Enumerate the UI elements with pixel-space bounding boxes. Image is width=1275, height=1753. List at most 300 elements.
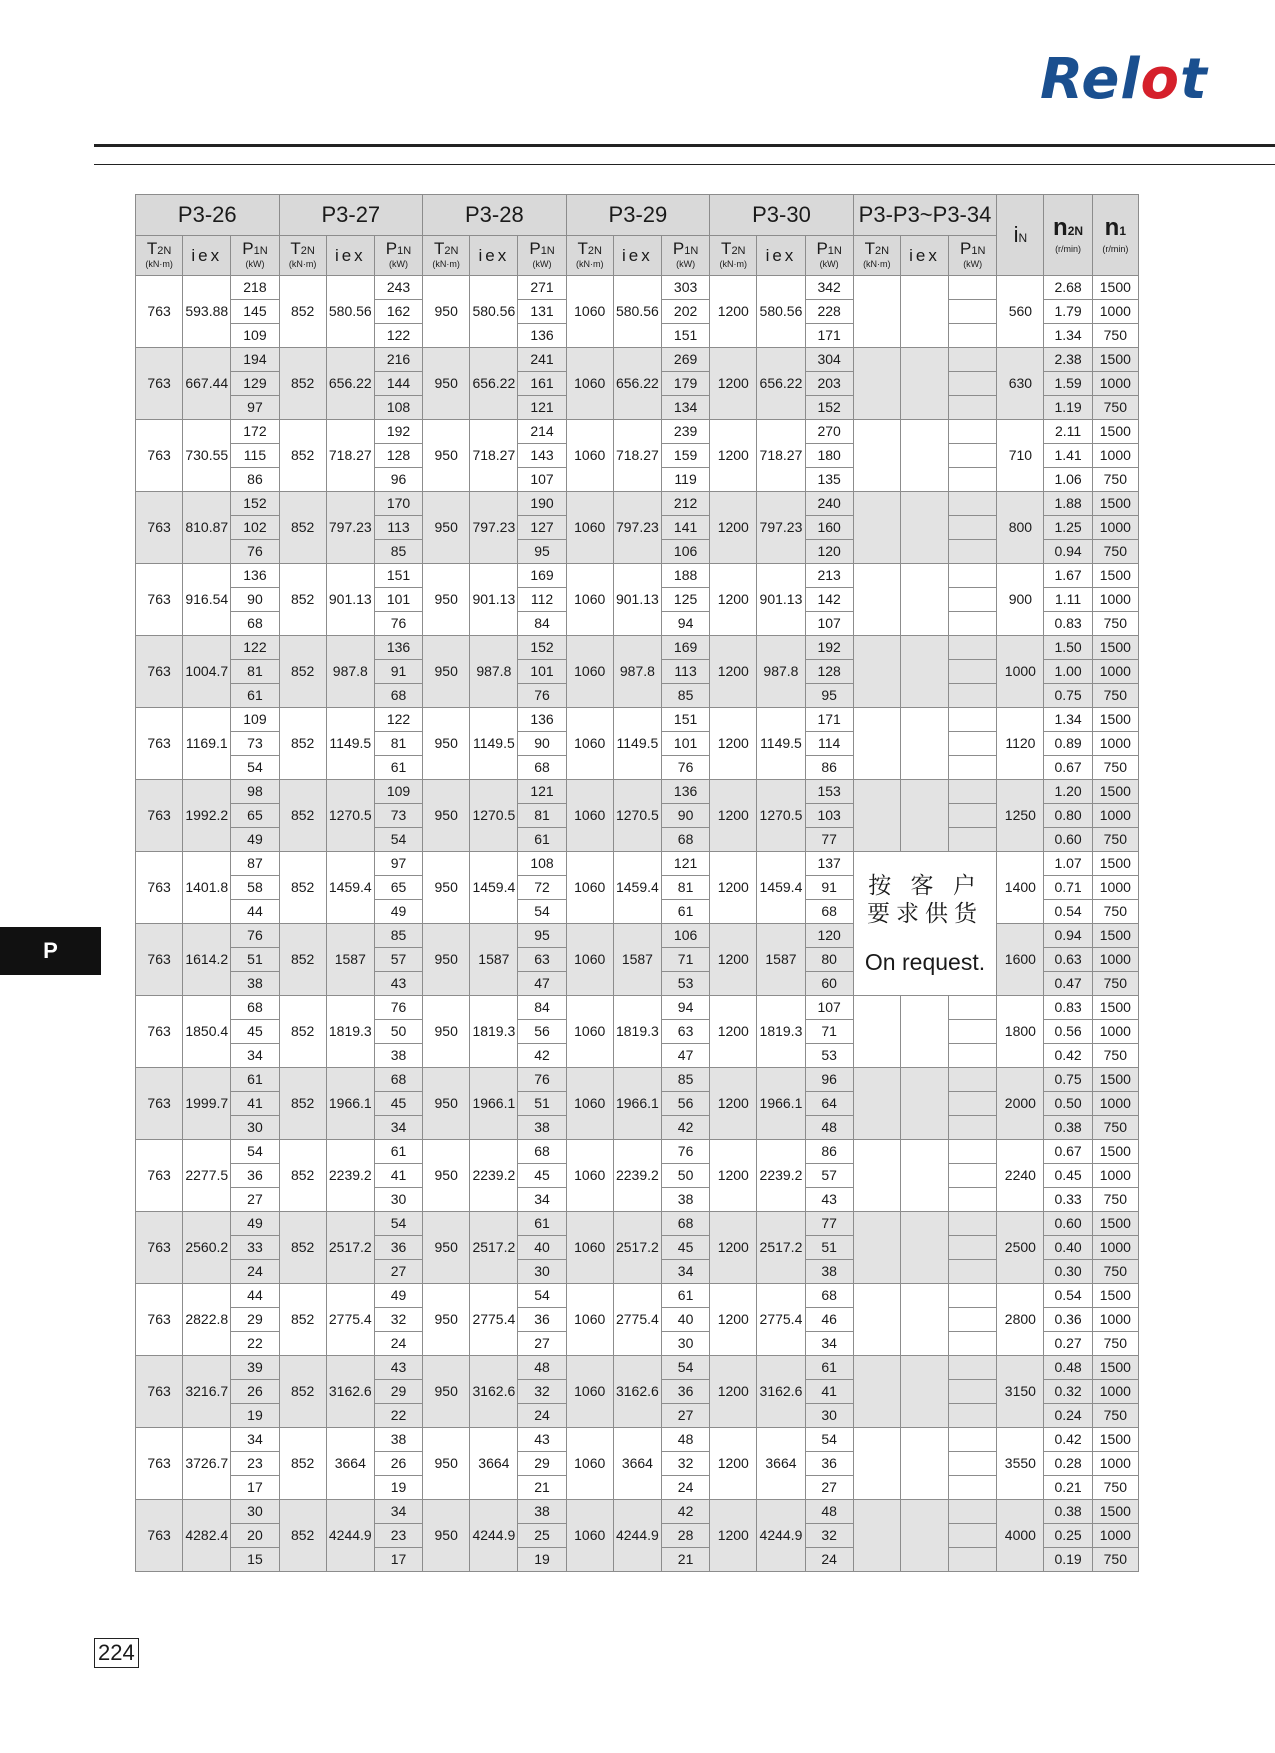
torque-cell: 1200 — [710, 1428, 757, 1500]
nominal-ratio-cell: 1250 — [997, 780, 1044, 852]
torque-cell: 1200 — [710, 420, 757, 492]
power-cell: 23 — [231, 1452, 279, 1476]
power-cell: 143 — [518, 444, 566, 468]
power-cell: 54 — [374, 828, 422, 852]
empty-power-cell — [949, 564, 997, 588]
torque-cell: 1200 — [710, 1068, 757, 1140]
power-cell: 90 — [518, 732, 566, 756]
power-cell: 19 — [374, 1476, 422, 1500]
nominal-ratio-cell: 900 — [997, 564, 1044, 636]
input-speed-cell: 750 — [1092, 1332, 1138, 1356]
torque-cell: 852 — [279, 1212, 326, 1284]
input-speed-cell: 1000 — [1092, 1524, 1138, 1548]
power-cell: 34 — [374, 1116, 422, 1140]
input-speed-cell: 1500 — [1092, 564, 1138, 588]
torque-cell: 852 — [279, 924, 326, 996]
power-cell: 44 — [231, 900, 279, 924]
input-speed-cell: 1000 — [1092, 876, 1138, 900]
power-cell: 32 — [805, 1524, 853, 1548]
exact-ratio-header: iex — [470, 236, 518, 276]
torque-cell: 950 — [423, 708, 470, 780]
torque-cell: 763 — [136, 276, 183, 348]
input-speed-cell: 1500 — [1092, 996, 1138, 1020]
output-speed-cell: 0.25 — [1044, 1524, 1092, 1548]
power-cell: 218 — [231, 276, 279, 300]
output-speed-cell: 0.63 — [1044, 948, 1092, 972]
table-row — [136, 492, 1139, 516]
power-cell: 49 — [231, 1212, 279, 1236]
power-cell: 113 — [662, 660, 710, 684]
power-cell: 179 — [662, 372, 710, 396]
empty-torque-cell — [853, 1356, 900, 1428]
torque-cell: 852 — [279, 1140, 326, 1212]
output-speed-cell: 0.60 — [1044, 828, 1092, 852]
input-speed-cell: 1000 — [1092, 1236, 1138, 1260]
torque-header: T2N (kN·m) — [566, 236, 613, 276]
nominal-ratio-cell: 4000 — [997, 1500, 1044, 1572]
power-cell: 54 — [805, 1428, 853, 1452]
power-cell: 54 — [518, 1284, 566, 1308]
torque-cell: 763 — [136, 1356, 183, 1428]
power-cell: 51 — [518, 1092, 566, 1116]
torque-cell: 950 — [423, 420, 470, 492]
torque-cell: 1200 — [710, 780, 757, 852]
table-row — [136, 1212, 1139, 1236]
input-speed-cell: 1000 — [1092, 1020, 1138, 1044]
torque-cell: 1060 — [566, 1428, 613, 1500]
table-row — [136, 420, 1139, 444]
power-cell: 36 — [805, 1452, 853, 1476]
empty-torque-cell — [853, 276, 900, 348]
power-cell: 56 — [518, 1020, 566, 1044]
exact-ratio-cell: 1992.2 — [183, 780, 231, 852]
empty-power-cell — [949, 1404, 997, 1428]
exact-ratio-cell: 4244.9 — [757, 1500, 805, 1572]
exact-ratio-cell: 2775.4 — [613, 1284, 661, 1356]
power-cell: 34 — [374, 1500, 422, 1524]
torque-cell: 852 — [279, 636, 326, 708]
power-cell: 106 — [662, 540, 710, 564]
exact-ratio-header: iex — [900, 236, 948, 276]
output-speed-cell: 0.83 — [1044, 612, 1092, 636]
empty-power-cell — [949, 1428, 997, 1452]
power-cell: 43 — [805, 1188, 853, 1212]
power-header: P1N (kW) — [374, 236, 422, 276]
power-cell: 26 — [231, 1380, 279, 1404]
power-cell: 76 — [662, 756, 710, 780]
power-cell: 214 — [518, 420, 566, 444]
power-cell: 48 — [805, 1116, 853, 1140]
power-cell: 192 — [374, 420, 422, 444]
output-speed-cell: 0.36 — [1044, 1308, 1092, 1332]
power-header: P1N (kW) — [949, 236, 997, 276]
power-cell: 73 — [231, 732, 279, 756]
power-cell: 50 — [374, 1020, 422, 1044]
torque-cell: 763 — [136, 420, 183, 492]
power-cell: 152 — [518, 636, 566, 660]
power-cell: 81 — [662, 876, 710, 900]
output-speed-cell: 0.28 — [1044, 1452, 1092, 1476]
nominal-ratio-cell: 2800 — [997, 1284, 1044, 1356]
torque-cell: 950 — [423, 1356, 470, 1428]
power-cell: 63 — [518, 948, 566, 972]
exact-ratio-cell: 1270.5 — [470, 780, 518, 852]
output-speed-cell: 0.24 — [1044, 1404, 1092, 1428]
exact-ratio-header: iex — [183, 236, 231, 276]
torque-header: T2N (kN·m) — [710, 236, 757, 276]
output-speed-header: n2N (r/min) — [1044, 195, 1092, 276]
power-cell: 216 — [374, 348, 422, 372]
power-header: P1N (kW) — [805, 236, 853, 276]
nominal-ratio-cell: 2240 — [997, 1140, 1044, 1212]
empty-torque-cell — [853, 348, 900, 420]
input-speed-cell: 750 — [1092, 828, 1138, 852]
power-cell: 152 — [231, 492, 279, 516]
empty-torque-cell — [853, 636, 900, 708]
output-speed-cell: 1.41 — [1044, 444, 1092, 468]
empty-ratio-cell — [900, 1284, 948, 1356]
input-speed-cell: 750 — [1092, 756, 1138, 780]
power-cell: 109 — [231, 708, 279, 732]
torque-cell: 852 — [279, 1500, 326, 1572]
output-speed-cell: 1.20 — [1044, 780, 1092, 804]
empty-ratio-cell — [900, 276, 948, 348]
torque-cell: 1200 — [710, 564, 757, 636]
torque-cell: 1060 — [566, 564, 613, 636]
torque-cell: 950 — [423, 348, 470, 420]
power-cell: 54 — [231, 756, 279, 780]
output-speed-cell: 0.42 — [1044, 1044, 1092, 1068]
input-speed-cell: 1000 — [1092, 516, 1138, 540]
power-cell: 94 — [662, 612, 710, 636]
power-cell: 39 — [231, 1356, 279, 1380]
power-cell: 65 — [231, 804, 279, 828]
input-speed-cell: 1500 — [1092, 636, 1138, 660]
power-header: P1N (kW) — [231, 236, 279, 276]
power-cell: 194 — [231, 348, 279, 372]
power-cell: 27 — [805, 1476, 853, 1500]
table-row — [136, 1284, 1139, 1308]
torque-cell: 1200 — [710, 924, 757, 996]
output-speed-cell: 1.06 — [1044, 468, 1092, 492]
power-cell: 162 — [374, 300, 422, 324]
input-speed-cell: 1000 — [1092, 1164, 1138, 1188]
empty-torque-cell — [853, 492, 900, 564]
power-cell: 68 — [374, 1068, 422, 1092]
torque-cell: 852 — [279, 780, 326, 852]
input-speed-cell: 1000 — [1092, 732, 1138, 756]
torque-cell: 763 — [136, 1068, 183, 1140]
power-cell: 61 — [518, 1212, 566, 1236]
output-speed-cell: 0.75 — [1044, 1068, 1092, 1092]
exact-ratio-cell: 3726.7 — [183, 1428, 231, 1500]
exact-ratio-cell: 718.27 — [757, 420, 805, 492]
power-cell: 72 — [518, 876, 566, 900]
nominal-ratio-cell: 1800 — [997, 996, 1044, 1068]
exact-ratio-cell: 593.88 — [183, 276, 231, 348]
exact-ratio-cell: 1270.5 — [757, 780, 805, 852]
power-cell: 192 — [805, 636, 853, 660]
exact-ratio-cell: 1459.4 — [757, 852, 805, 924]
empty-torque-cell — [853, 1284, 900, 1356]
torque-cell: 763 — [136, 564, 183, 636]
power-cell: 128 — [374, 444, 422, 468]
power-cell: 41 — [231, 1092, 279, 1116]
exact-ratio-cell: 1270.5 — [613, 780, 661, 852]
exact-ratio-cell: 4244.9 — [326, 1500, 374, 1572]
exact-ratio-cell: 656.22 — [470, 348, 518, 420]
torque-cell: 852 — [279, 1428, 326, 1500]
exact-ratio-cell: 1999.7 — [183, 1068, 231, 1140]
power-cell: 68 — [231, 996, 279, 1020]
exact-ratio-cell: 3664 — [326, 1428, 374, 1500]
power-cell: 61 — [231, 684, 279, 708]
torque-cell: 950 — [423, 852, 470, 924]
empty-power-cell — [949, 996, 997, 1020]
torque-cell: 763 — [136, 852, 183, 924]
power-cell: 46 — [805, 1308, 853, 1332]
output-speed-cell: 0.40 — [1044, 1236, 1092, 1260]
output-speed-cell: 1.59 — [1044, 372, 1092, 396]
exact-ratio-header: iex — [613, 236, 661, 276]
power-cell: 76 — [518, 1068, 566, 1092]
exact-ratio-cell: 797.23 — [470, 492, 518, 564]
empty-power-cell — [949, 708, 997, 732]
exact-ratio-cell: 1149.5 — [470, 708, 518, 780]
exact-ratio-cell: 987.8 — [326, 636, 374, 708]
power-header: P1N (kW) — [518, 236, 566, 276]
exact-ratio-cell: 1459.4 — [613, 852, 661, 924]
torque-cell: 1060 — [566, 924, 613, 996]
exact-ratio-cell: 1004.7 — [183, 636, 231, 708]
output-speed-cell: 0.30 — [1044, 1260, 1092, 1284]
power-cell: 81 — [374, 732, 422, 756]
output-speed-cell: 0.48 — [1044, 1356, 1092, 1380]
power-cell: 26 — [374, 1452, 422, 1476]
torque-cell: 763 — [136, 708, 183, 780]
input-speed-cell: 750 — [1092, 1044, 1138, 1068]
power-cell: 303 — [662, 276, 710, 300]
power-cell: 108 — [374, 396, 422, 420]
empty-power-cell — [949, 1284, 997, 1308]
power-cell: 76 — [662, 1140, 710, 1164]
exact-ratio-cell: 3162.6 — [470, 1356, 518, 1428]
torque-cell: 763 — [136, 492, 183, 564]
power-cell: 42 — [518, 1044, 566, 1068]
torque-cell: 1060 — [566, 708, 613, 780]
table-row — [136, 996, 1139, 1020]
input-speed-cell: 1500 — [1092, 276, 1138, 300]
output-speed-cell: 0.94 — [1044, 540, 1092, 564]
exact-ratio-cell: 4282.4 — [183, 1500, 231, 1572]
power-cell: 136 — [662, 780, 710, 804]
output-speed-cell: 0.33 — [1044, 1188, 1092, 1212]
power-cell: 17 — [231, 1476, 279, 1500]
power-cell: 15 — [231, 1548, 279, 1572]
exact-ratio-cell: 2239.2 — [613, 1140, 661, 1212]
power-cell: 151 — [374, 564, 422, 588]
power-cell: 61 — [662, 900, 710, 924]
empty-power-cell — [949, 828, 997, 852]
output-speed-cell: 1.50 — [1044, 636, 1092, 660]
power-cell: 41 — [374, 1164, 422, 1188]
torque-cell: 1200 — [710, 1212, 757, 1284]
torque-cell: 763 — [136, 348, 183, 420]
nominal-ratio-cell: 1600 — [997, 924, 1044, 996]
table-row — [136, 1356, 1139, 1380]
torque-cell: 1200 — [710, 708, 757, 780]
power-cell: 172 — [231, 420, 279, 444]
power-cell: 32 — [662, 1452, 710, 1476]
empty-power-cell — [949, 492, 997, 516]
input-speed-cell: 750 — [1092, 1548, 1138, 1572]
power-cell: 63 — [662, 1020, 710, 1044]
torque-header: T2N (kN·m) — [423, 236, 470, 276]
exact-ratio-cell: 3664 — [757, 1428, 805, 1500]
exact-ratio-cell: 916.54 — [183, 564, 231, 636]
empty-power-cell — [949, 1212, 997, 1236]
power-cell: 22 — [231, 1332, 279, 1356]
output-speed-cell: 0.75 — [1044, 684, 1092, 708]
table-row — [136, 564, 1139, 588]
power-cell: 27 — [518, 1332, 566, 1356]
exact-ratio-cell: 987.8 — [757, 636, 805, 708]
model-header: P3-30 — [710, 195, 854, 236]
power-cell: 68 — [374, 684, 422, 708]
power-cell: 76 — [231, 924, 279, 948]
power-cell: 136 — [231, 564, 279, 588]
exact-ratio-cell: 3162.6 — [757, 1356, 805, 1428]
empty-torque-cell — [853, 780, 900, 852]
header-rule-bottom — [94, 164, 1275, 165]
power-cell: 45 — [518, 1164, 566, 1188]
power-cell: 27 — [662, 1404, 710, 1428]
input-speed-cell: 750 — [1092, 612, 1138, 636]
power-cell: 61 — [231, 1068, 279, 1092]
torque-cell: 1060 — [566, 852, 613, 924]
power-cell: 112 — [518, 588, 566, 612]
power-cell: 27 — [231, 1188, 279, 1212]
power-cell: 180 — [805, 444, 853, 468]
model-header: P3-P3~P3-34 — [853, 195, 997, 236]
output-speed-cell: 0.83 — [1044, 996, 1092, 1020]
power-cell: 171 — [805, 324, 853, 348]
model-header: P3-26 — [136, 195, 280, 236]
power-cell: 30 — [805, 1404, 853, 1428]
empty-power-cell — [949, 684, 997, 708]
power-cell: 29 — [374, 1380, 422, 1404]
power-cell: 21 — [518, 1476, 566, 1500]
output-speed-cell: 1.67 — [1044, 564, 1092, 588]
exact-ratio-cell: 3664 — [470, 1428, 518, 1500]
exact-ratio-cell: 797.23 — [613, 492, 661, 564]
model-header: P3-28 — [423, 195, 567, 236]
power-header: P1N (kW) — [662, 236, 710, 276]
power-cell: 95 — [518, 924, 566, 948]
input-speed-cell: 1500 — [1092, 1212, 1138, 1236]
torque-cell: 1200 — [710, 852, 757, 924]
empty-power-cell — [949, 540, 997, 564]
power-cell: 270 — [805, 420, 853, 444]
empty-power-cell — [949, 420, 997, 444]
power-cell: 96 — [805, 1068, 853, 1092]
power-cell: 44 — [231, 1284, 279, 1308]
torque-cell: 1060 — [566, 348, 613, 420]
power-cell: 91 — [805, 876, 853, 900]
table-row — [136, 348, 1139, 372]
empty-power-cell — [949, 1380, 997, 1404]
empty-power-cell — [949, 756, 997, 780]
brand-logo: Relot — [1040, 47, 1208, 112]
exact-ratio-cell: 2775.4 — [326, 1284, 374, 1356]
exact-ratio-cell: 656.22 — [757, 348, 805, 420]
exact-ratio-cell: 2560.2 — [183, 1212, 231, 1284]
empty-power-cell — [949, 1548, 997, 1572]
input-speed-cell: 750 — [1092, 468, 1138, 492]
power-cell: 188 — [662, 564, 710, 588]
input-speed-cell: 1000 — [1092, 444, 1138, 468]
torque-cell: 1060 — [566, 1140, 613, 1212]
power-cell: 202 — [662, 300, 710, 324]
power-cell: 342 — [805, 276, 853, 300]
section-tab[interactable]: P — [0, 927, 101, 975]
power-cell: 86 — [231, 468, 279, 492]
empty-power-cell — [949, 1092, 997, 1116]
empty-ratio-cell — [900, 1212, 948, 1284]
output-speed-cell: 0.38 — [1044, 1116, 1092, 1140]
empty-power-cell — [949, 468, 997, 492]
power-cell: 60 — [805, 972, 853, 996]
exact-ratio-cell: 718.27 — [470, 420, 518, 492]
power-cell: 42 — [662, 1116, 710, 1140]
power-cell: 38 — [374, 1044, 422, 1068]
power-cell: 120 — [805, 924, 853, 948]
nominal-ratio-cell: 630 — [997, 348, 1044, 420]
torque-cell: 852 — [279, 348, 326, 420]
input-speed-cell: 1000 — [1092, 660, 1138, 684]
power-cell: 97 — [374, 852, 422, 876]
torque-cell: 950 — [423, 1140, 470, 1212]
power-cell: 121 — [518, 396, 566, 420]
power-cell: 87 — [231, 852, 279, 876]
empty-power-cell — [949, 396, 997, 420]
nominal-ratio-cell: 560 — [997, 276, 1044, 348]
power-cell: 203 — [805, 372, 853, 396]
power-cell: 212 — [662, 492, 710, 516]
table-row — [136, 780, 1139, 804]
power-cell: 102 — [231, 516, 279, 540]
power-cell: 77 — [805, 828, 853, 852]
power-cell: 228 — [805, 300, 853, 324]
empty-power-cell — [949, 372, 997, 396]
power-cell: 64 — [805, 1092, 853, 1116]
exact-ratio-cell: 718.27 — [326, 420, 374, 492]
output-speed-cell: 1.34 — [1044, 324, 1092, 348]
empty-power-cell — [949, 1188, 997, 1212]
nominal-ratio-cell: 1120 — [997, 708, 1044, 780]
power-cell: 48 — [805, 1500, 853, 1524]
exact-ratio-cell: 901.13 — [470, 564, 518, 636]
torque-cell: 1060 — [566, 276, 613, 348]
power-cell: 49 — [374, 900, 422, 924]
input-speed-cell: 750 — [1092, 684, 1138, 708]
power-cell: 129 — [231, 372, 279, 396]
power-cell: 32 — [518, 1380, 566, 1404]
output-speed-cell: 0.56 — [1044, 1020, 1092, 1044]
exact-ratio-cell: 2239.2 — [757, 1140, 805, 1212]
power-cell: 269 — [662, 348, 710, 372]
exact-ratio-cell: 1850.4 — [183, 996, 231, 1068]
